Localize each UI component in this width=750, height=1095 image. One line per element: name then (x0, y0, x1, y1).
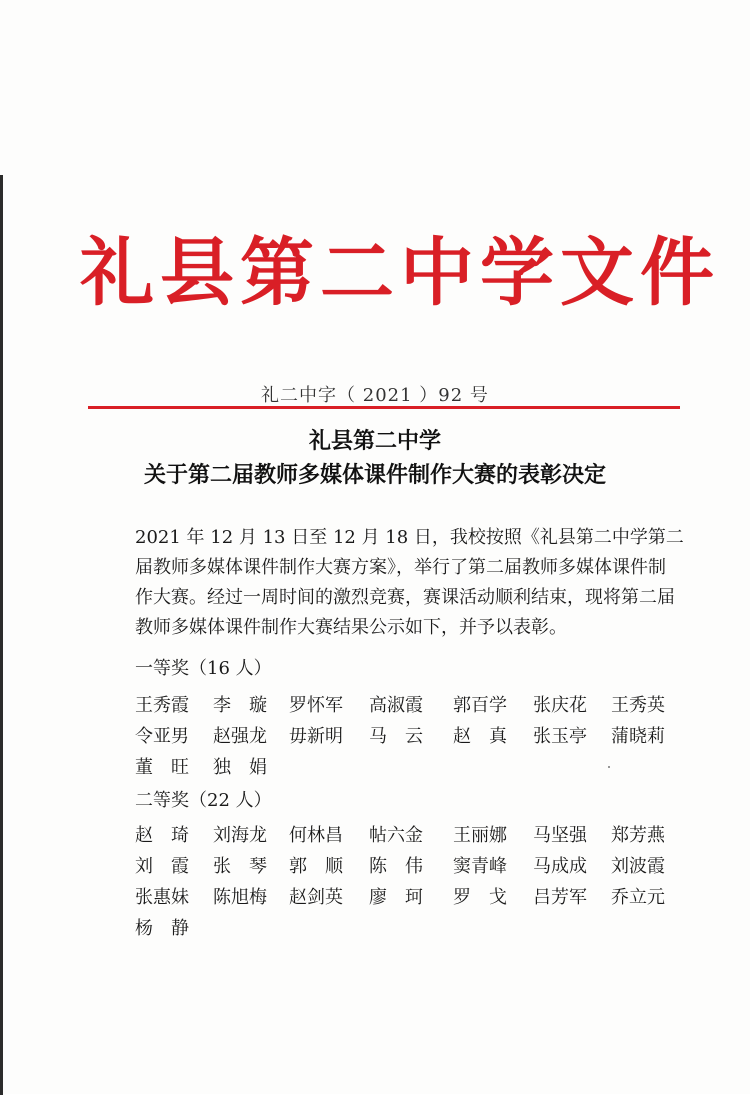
name-row (135, 915, 680, 946)
winner-name: 马成成 (533, 856, 587, 877)
winner-name: 马坚强 (533, 825, 587, 846)
winner-name: 郑芳燕 (611, 825, 665, 846)
winner-name: 赵 琦 (135, 825, 189, 846)
first-prize-names (135, 692, 680, 785)
winner-name: 独 娟 (213, 757, 267, 778)
winner-name: 杨 静 (135, 918, 189, 939)
document-number: 礼二中字（ 2021 ）92 号 (261, 385, 489, 406)
page-edge-shadow (0, 175, 3, 1095)
body-line: 届教师多媒体课件制作大赛方案》，举行了第二届教师多媒体课件制 (135, 557, 666, 578)
name-row (135, 853, 680, 884)
winner-name: 帖六金 (369, 825, 423, 846)
winner-name: 吕芳军 (533, 887, 587, 908)
winner-name: 赵强龙 (213, 726, 267, 747)
name-row (135, 692, 680, 723)
winner-name: 蒲晓莉 (611, 726, 665, 747)
winner-name: 张玉亭 (533, 726, 587, 747)
body-line: 教师多媒体课件制作大赛结果公示如下，并予以表彰。 (135, 617, 567, 638)
winner-name: 王丽娜 (453, 825, 507, 846)
document-title-line-1: 礼县第二中学 (308, 428, 441, 454)
document-masthead: 礼县第二中学文件 (80, 230, 720, 316)
winner-name: 陈旭梅 (213, 887, 267, 908)
winner-name: 罗怀军 (289, 695, 343, 716)
winner-name: 马 云 (369, 726, 423, 747)
winner-name: 令亚男 (135, 726, 189, 747)
body-paragraph (135, 523, 683, 643)
winner-name: 李 璇 (213, 695, 267, 716)
name-row (135, 723, 680, 754)
winner-name: 乔立元 (611, 887, 665, 908)
winner-name: 刘波霞 (611, 856, 665, 877)
winner-name: 王秀英 (611, 695, 665, 716)
document-title-line-2: 关于第二届教师多媒体课件制作大赛的表彰决定 (143, 462, 606, 488)
red-divider-line (88, 406, 680, 409)
winner-name: 毋新明 (289, 726, 343, 747)
winner-name: 郭百学 (453, 695, 507, 716)
body-line: 2021 年 12 月 13 日至 12 月 18 日，我校按照《礼县第二中学第二 (135, 527, 684, 548)
winner-name: 窦青峰 (453, 856, 507, 877)
winner-name: 刘 霞 (135, 856, 189, 877)
body-line: 作大赛。经过一周时间的激烈竞赛，赛课活动顺利结束，现将第二届 (135, 587, 675, 608)
name-row (135, 822, 680, 853)
winner-name: 赵剑英 (289, 887, 343, 908)
winner-name: 刘海龙 (213, 825, 267, 846)
winner-name: 廖 珂 (369, 887, 423, 908)
winner-name: 赵 真 (453, 726, 507, 747)
scan-speck (608, 766, 610, 768)
winner-name: 郭 顺 (289, 856, 343, 877)
winner-name: 陈 伟 (369, 856, 423, 877)
winner-name: 何林昌 (289, 825, 343, 846)
winner-name: 王秀霞 (135, 695, 189, 716)
second-prize-heading: 二等奖（22 人） (135, 790, 272, 811)
winner-name: 张 琴 (213, 856, 267, 877)
name-row (135, 884, 680, 915)
second-prize-names (135, 822, 680, 946)
first-prize-heading: 一等奖（16 人） (135, 658, 272, 679)
winner-name: 张惠妹 (135, 887, 189, 908)
winner-name: 高淑霞 (369, 695, 423, 716)
winner-name: 董 旺 (135, 757, 189, 778)
name-row (135, 754, 680, 785)
winner-name: 罗 戈 (453, 887, 507, 908)
winner-name: 张庆花 (533, 695, 587, 716)
